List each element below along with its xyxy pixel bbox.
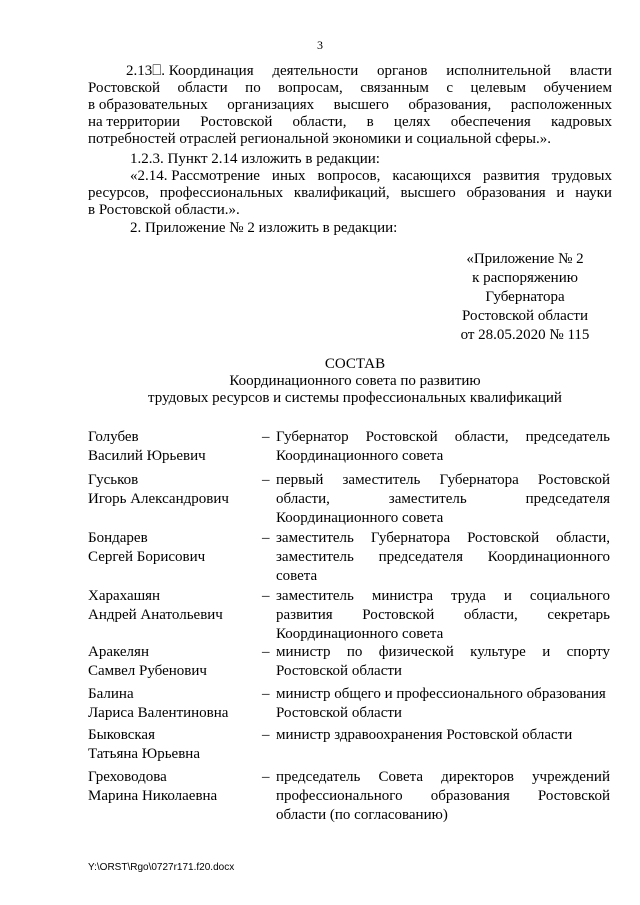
member-position-line: министр общего и профессионального образования (276, 686, 606, 702)
paragraph-2-13-line-4: на территории Ростовской области, в целях обеспечения кадровых (88, 114, 612, 130)
member-position-line: заместитель председателя Координационного (276, 549, 610, 565)
member-surname: Харахашян (88, 588, 161, 604)
member-position (276, 768, 610, 825)
member-dash: – (262, 769, 270, 785)
member-position-line: области, заместитель председателя (276, 491, 610, 507)
appendix-line-4: Ростовской области (462, 308, 588, 324)
member-position-line: профессионального образования Ростовской (276, 788, 610, 804)
member-surname: Гуськов (88, 472, 139, 488)
member-position (276, 471, 610, 528)
member-name (88, 685, 258, 723)
member-position-line: первый заместитель Губернатора Ростовской (276, 472, 610, 488)
appendix-line-3: Губернатора (485, 289, 565, 305)
member-position-line: министр по физической культуре и спорту (276, 644, 610, 660)
member-dash: – (262, 644, 270, 660)
member-given-names: Лариса Валентиновна (88, 705, 229, 721)
paragraph-2-13-line-5: потребностей отраслей региональной экономики и социальной сферы.». (88, 131, 551, 147)
member-dash: – (262, 429, 270, 445)
member-position-line: Координационного совета (276, 626, 444, 642)
member-position (276, 587, 610, 644)
member-position-line: Координационного совета (276, 510, 444, 526)
member-surname: Греховодова (88, 769, 167, 785)
member-position-line: Ростовской области (276, 663, 402, 679)
member-surname: Голубев (88, 429, 139, 445)
member-position (276, 685, 610, 723)
paragraph-2: 2. Приложение № 2 изложить в редакции: (130, 220, 398, 236)
appendix-line-5: от 28.05.2020 № 115 (460, 327, 590, 343)
member-given-names: Сергей Борисович (88, 549, 206, 565)
member-name (88, 428, 258, 466)
member-given-names: Самвел Рубенович (88, 663, 207, 679)
member-position (276, 643, 610, 681)
appendix-line-2: к распоряжению (472, 270, 578, 286)
file-path-footer: Y:\ORST\Rgo\0727r171.f20.docx (88, 862, 235, 873)
member-position-line: Ростовской области (276, 705, 402, 721)
member-position (276, 529, 610, 586)
member-position-line: совета (276, 568, 318, 584)
member-name (88, 643, 258, 681)
member-surname: Аракелян (88, 644, 149, 660)
member-dash: – (262, 686, 270, 702)
member-given-names: Андрей Анатольевич (88, 607, 223, 623)
paragraph-1-2-3: 1.2.3. Пункт 2.14 изложить в редакции: (130, 151, 380, 167)
paragraph-2-13-line-1: 2.13⎕. Координация деятельности органов исполнительной власти (126, 63, 612, 79)
member-dash: – (262, 530, 270, 546)
member-position-line: министр здравоохранения Ростовской области (276, 727, 573, 743)
paragraph-2-14-line-2: ресурсов, профессиональных квалификаций, высшего образования и науки (88, 185, 612, 201)
member-surname: Балина (88, 686, 134, 702)
appendix-header (445, 250, 605, 345)
member-position-line: Губернатор Ростовской области, председатель (276, 429, 610, 445)
paragraph-2-13-line-2: Ростовской области по вопросам, связанным с целевым обучением (88, 80, 612, 96)
member-name (88, 587, 258, 625)
member-name (88, 529, 258, 567)
member-position-line: Координационного совета (276, 448, 444, 464)
member-position-line: развития Ростовской области, секретарь (276, 607, 610, 623)
member-name (88, 471, 258, 509)
paragraph-2-14-line-3: в Ростовской области.». (88, 202, 240, 218)
page-number: 3 (317, 38, 323, 52)
member-dash: – (262, 727, 270, 743)
member-given-names: Василий Юрьевич (88, 448, 206, 464)
paragraph-2-14-line-1: «2.14. Рассмотрение иных вопросов, касающихся развития трудовых (130, 168, 612, 184)
member-dash: – (262, 472, 270, 488)
member-position (276, 726, 610, 745)
paragraph-2-13-line-3: в образовательных организациях высшего образования, расположенных (88, 97, 612, 113)
member-position-line: заместитель Губернатора Ростовской области, (276, 530, 610, 546)
composition-subtitle-line-2: трудовых ресурсов и системы профессиональных квалификаций (148, 390, 562, 406)
composition-subtitle-line-1: Координационного совета по развитию (229, 373, 481, 389)
member-position-line: области (по согласованию) (276, 807, 448, 823)
member-position (276, 428, 610, 466)
appendix-line-1: «Приложение № 2 (466, 251, 584, 267)
member-position-line: заместитель министра труда и социального (276, 588, 610, 604)
member-position-line: председатель Совета директоров учреждений (276, 769, 610, 785)
member-name (88, 768, 258, 806)
member-given-names: Марина Николаевна (88, 788, 218, 804)
member-surname: Быковская (88, 727, 155, 743)
member-surname: Бондарев (88, 530, 148, 546)
member-name (88, 726, 258, 764)
member-dash: – (262, 588, 270, 604)
member-given-names: Игорь Александрович (88, 491, 229, 507)
composition-heading: СОСТАВ (324, 356, 386, 372)
member-given-names: Татьяна Юрьевна (88, 746, 200, 762)
